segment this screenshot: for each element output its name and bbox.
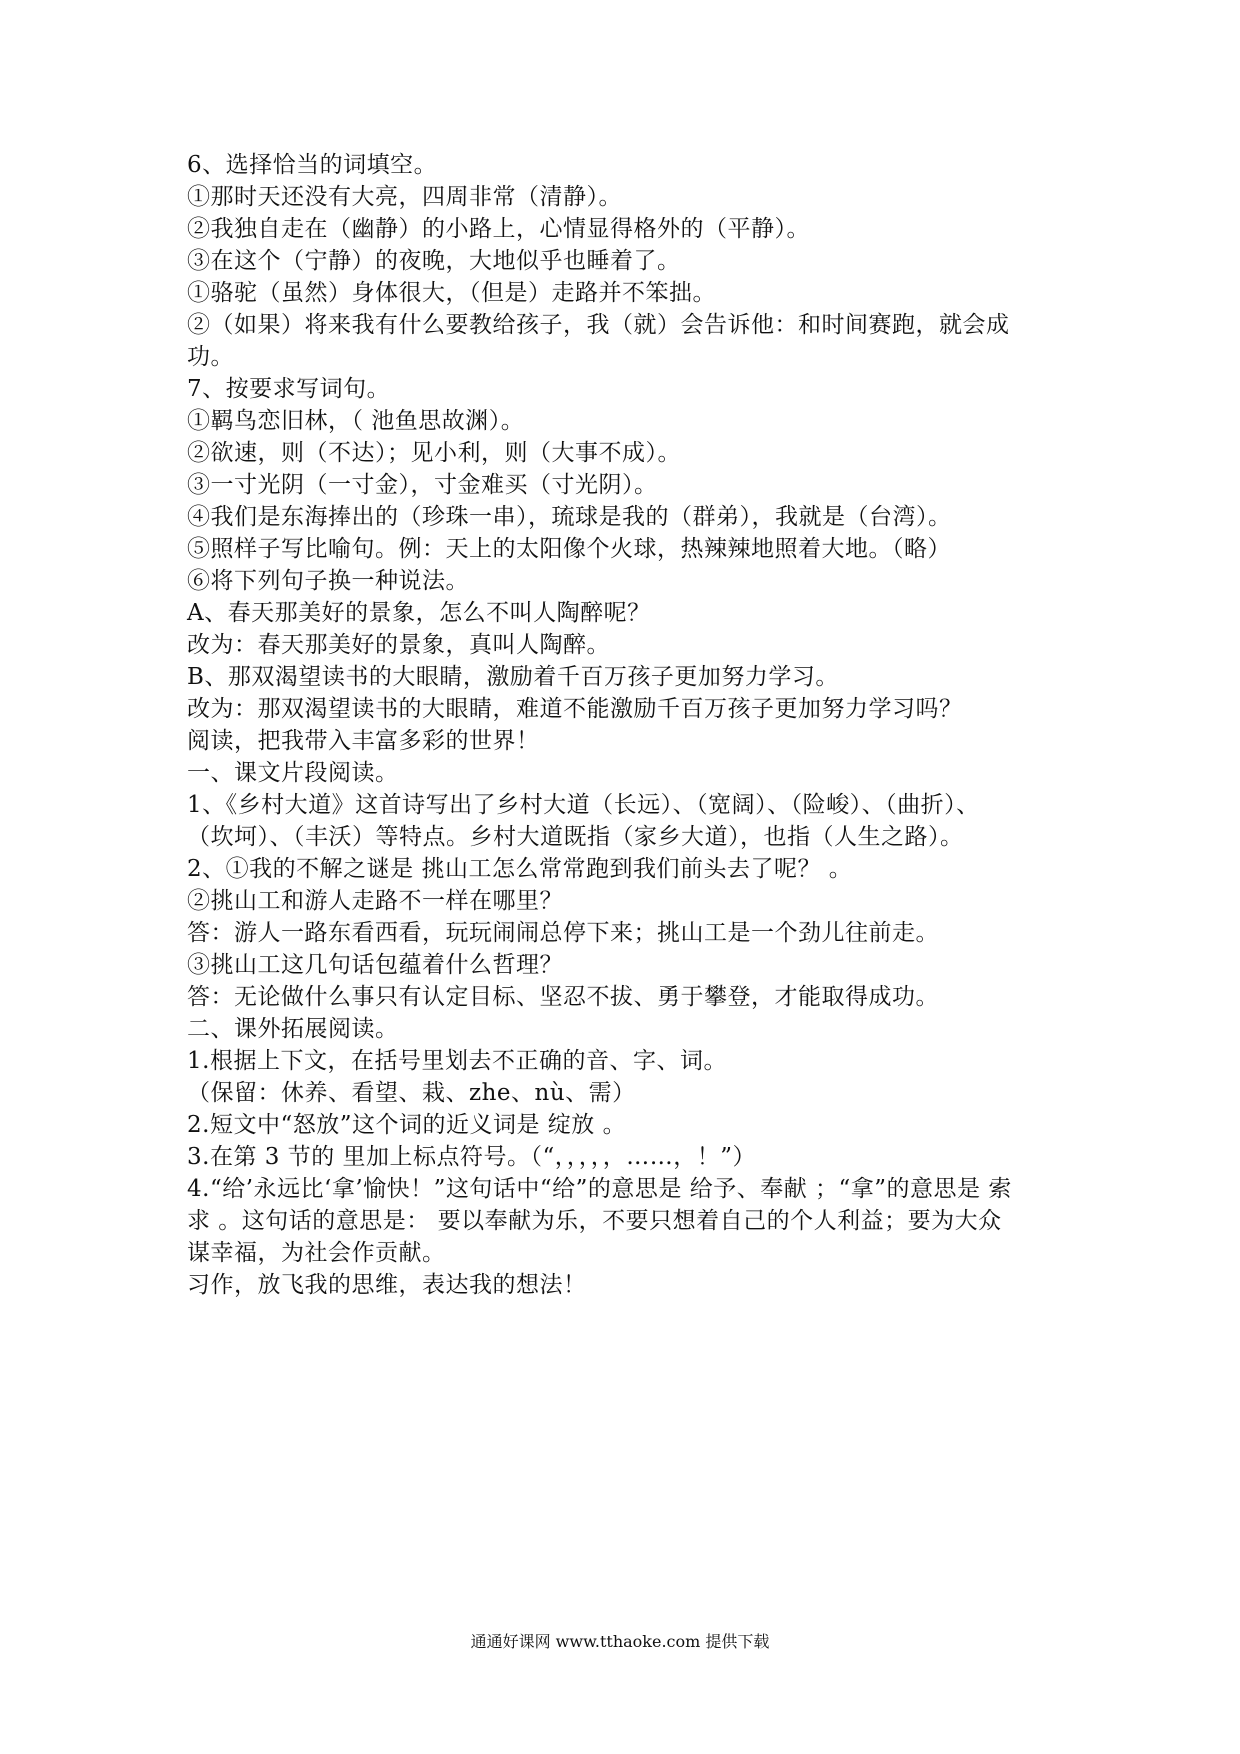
text-line: （坎坷）、（丰沃）等特点。乡村大道既指（家乡大道），也指（人生之路）。 [187, 824, 964, 850]
text-line: 3.在第 3 节的 里加上标点符号。（“，，，，，……，！”） [187, 1144, 757, 1170]
text-line: ①骆驼（虽然）身体很大，（但是）走路并不笨拙。 [187, 280, 716, 306]
part-1-heading: 一、课文片段阅读。 [187, 760, 399, 786]
text-line: A、春天那美好的景象，怎么不叫人陶醉呢？ [187, 600, 651, 626]
text-line: ②我独自走在（幽静）的小路上，心情显得格外的（平静）。 [187, 216, 810, 242]
text-line: ②挑山工和游人走路不一样在哪里？ [187, 888, 563, 914]
text-line: ②（如果）将来我有什么要教给孩子，我（就）会告诉他：和时间赛跑，就会成 [187, 312, 1010, 338]
section-7-heading: 7、按要求写词句。 [187, 376, 391, 402]
text-line: ②欲速，则（不达）；见小利，则（大事不成）。 [187, 440, 681, 466]
text-line: 4.“给’永远比‘拿’愉快！”这句话中“给”的意思是 给予、奉献 ；“拿”的意思是 索 [187, 1176, 1012, 1202]
text-line: B、那双渴望读书的大眼睛，激励着千百万孩子更加努力学习。 [187, 664, 839, 690]
text-line: ③挑山工这几句话包蕴着什么哲理？ [187, 952, 563, 978]
page-footer: 通通好课网 www.tthaoke.com 提供下载 [470, 1632, 770, 1651]
reading-title: 阅读，把我带入丰富多彩的世界！ [187, 728, 540, 754]
text-line: 改为：那双渴望读书的大眼睛，难道不能激励千百万孩子更加努力学习吗？ [187, 696, 963, 722]
text-line: 2、①我的不解之谜是 挑山工怎么常常跑到我们前头去了呢？ 。 [187, 856, 853, 882]
text-line: ①那时天还没有大亮，四周非常（清静）。 [187, 184, 622, 210]
text-line: ⑥将下列句子换一种说法。 [187, 568, 469, 594]
text-line: （保留：休养、看望、栽、zhe、nù、需） [187, 1080, 636, 1106]
text-line: 求 。这句话的意思是： 要以奉献为乐，不要只想着自己的个人利益；要为大众 [187, 1208, 1002, 1234]
text-line: ③一寸光阴（一寸金），寸金难买（寸光阴）。 [187, 472, 658, 498]
text-line: ④我们是东海捧出的（珍珠一串），琉球是我的（群弟），我就是（台湾）。 [187, 504, 952, 530]
text-line: ①羁鸟恋旧林，（ 池鱼思故渊）。 [187, 408, 525, 434]
text-line: 1、《乡村大道》这首诗写出了乡村大道（长远）、（宽阔）、（险峻）、（曲折）、 [187, 792, 980, 818]
text-line: 改为：春天那美好的景象，真叫人陶醉。 [187, 632, 610, 658]
text-line: 2.短文中“怒放”这个词的近义词是 绽放 。 [187, 1112, 627, 1138]
text-line: 功。 [187, 344, 234, 370]
text-line: ③在这个（宁静）的夜晚，大地似乎也睡着了。 [187, 248, 681, 274]
text-line: 1.根据上下文，在括号里划去不正确的音、字、词。 [187, 1048, 727, 1074]
writing-title: 习作，放飞我的思维，表达我的想法！ [187, 1272, 587, 1298]
text-line: 谋幸福，为社会作贡献。 [187, 1240, 446, 1266]
document-body [187, 149, 1067, 1301]
text-line: 答：无论做什么事只有认定目标、坚忍不拔、勇于攀登，才能取得成功。 [187, 984, 939, 1010]
section-6-heading: 6、选择恰当的词填空。 [187, 152, 438, 178]
text-line: ⑤照样子写比喻句。例：天上的太阳像个火球，热辣辣地照着大地。（略） [187, 536, 951, 562]
part-2-heading: 二、课外拓展阅读。 [187, 1016, 399, 1042]
text-line: 答：游人一路东看西看，玩玩闹闹总停下来；挑山工是一个劲儿往前走。 [187, 920, 939, 946]
